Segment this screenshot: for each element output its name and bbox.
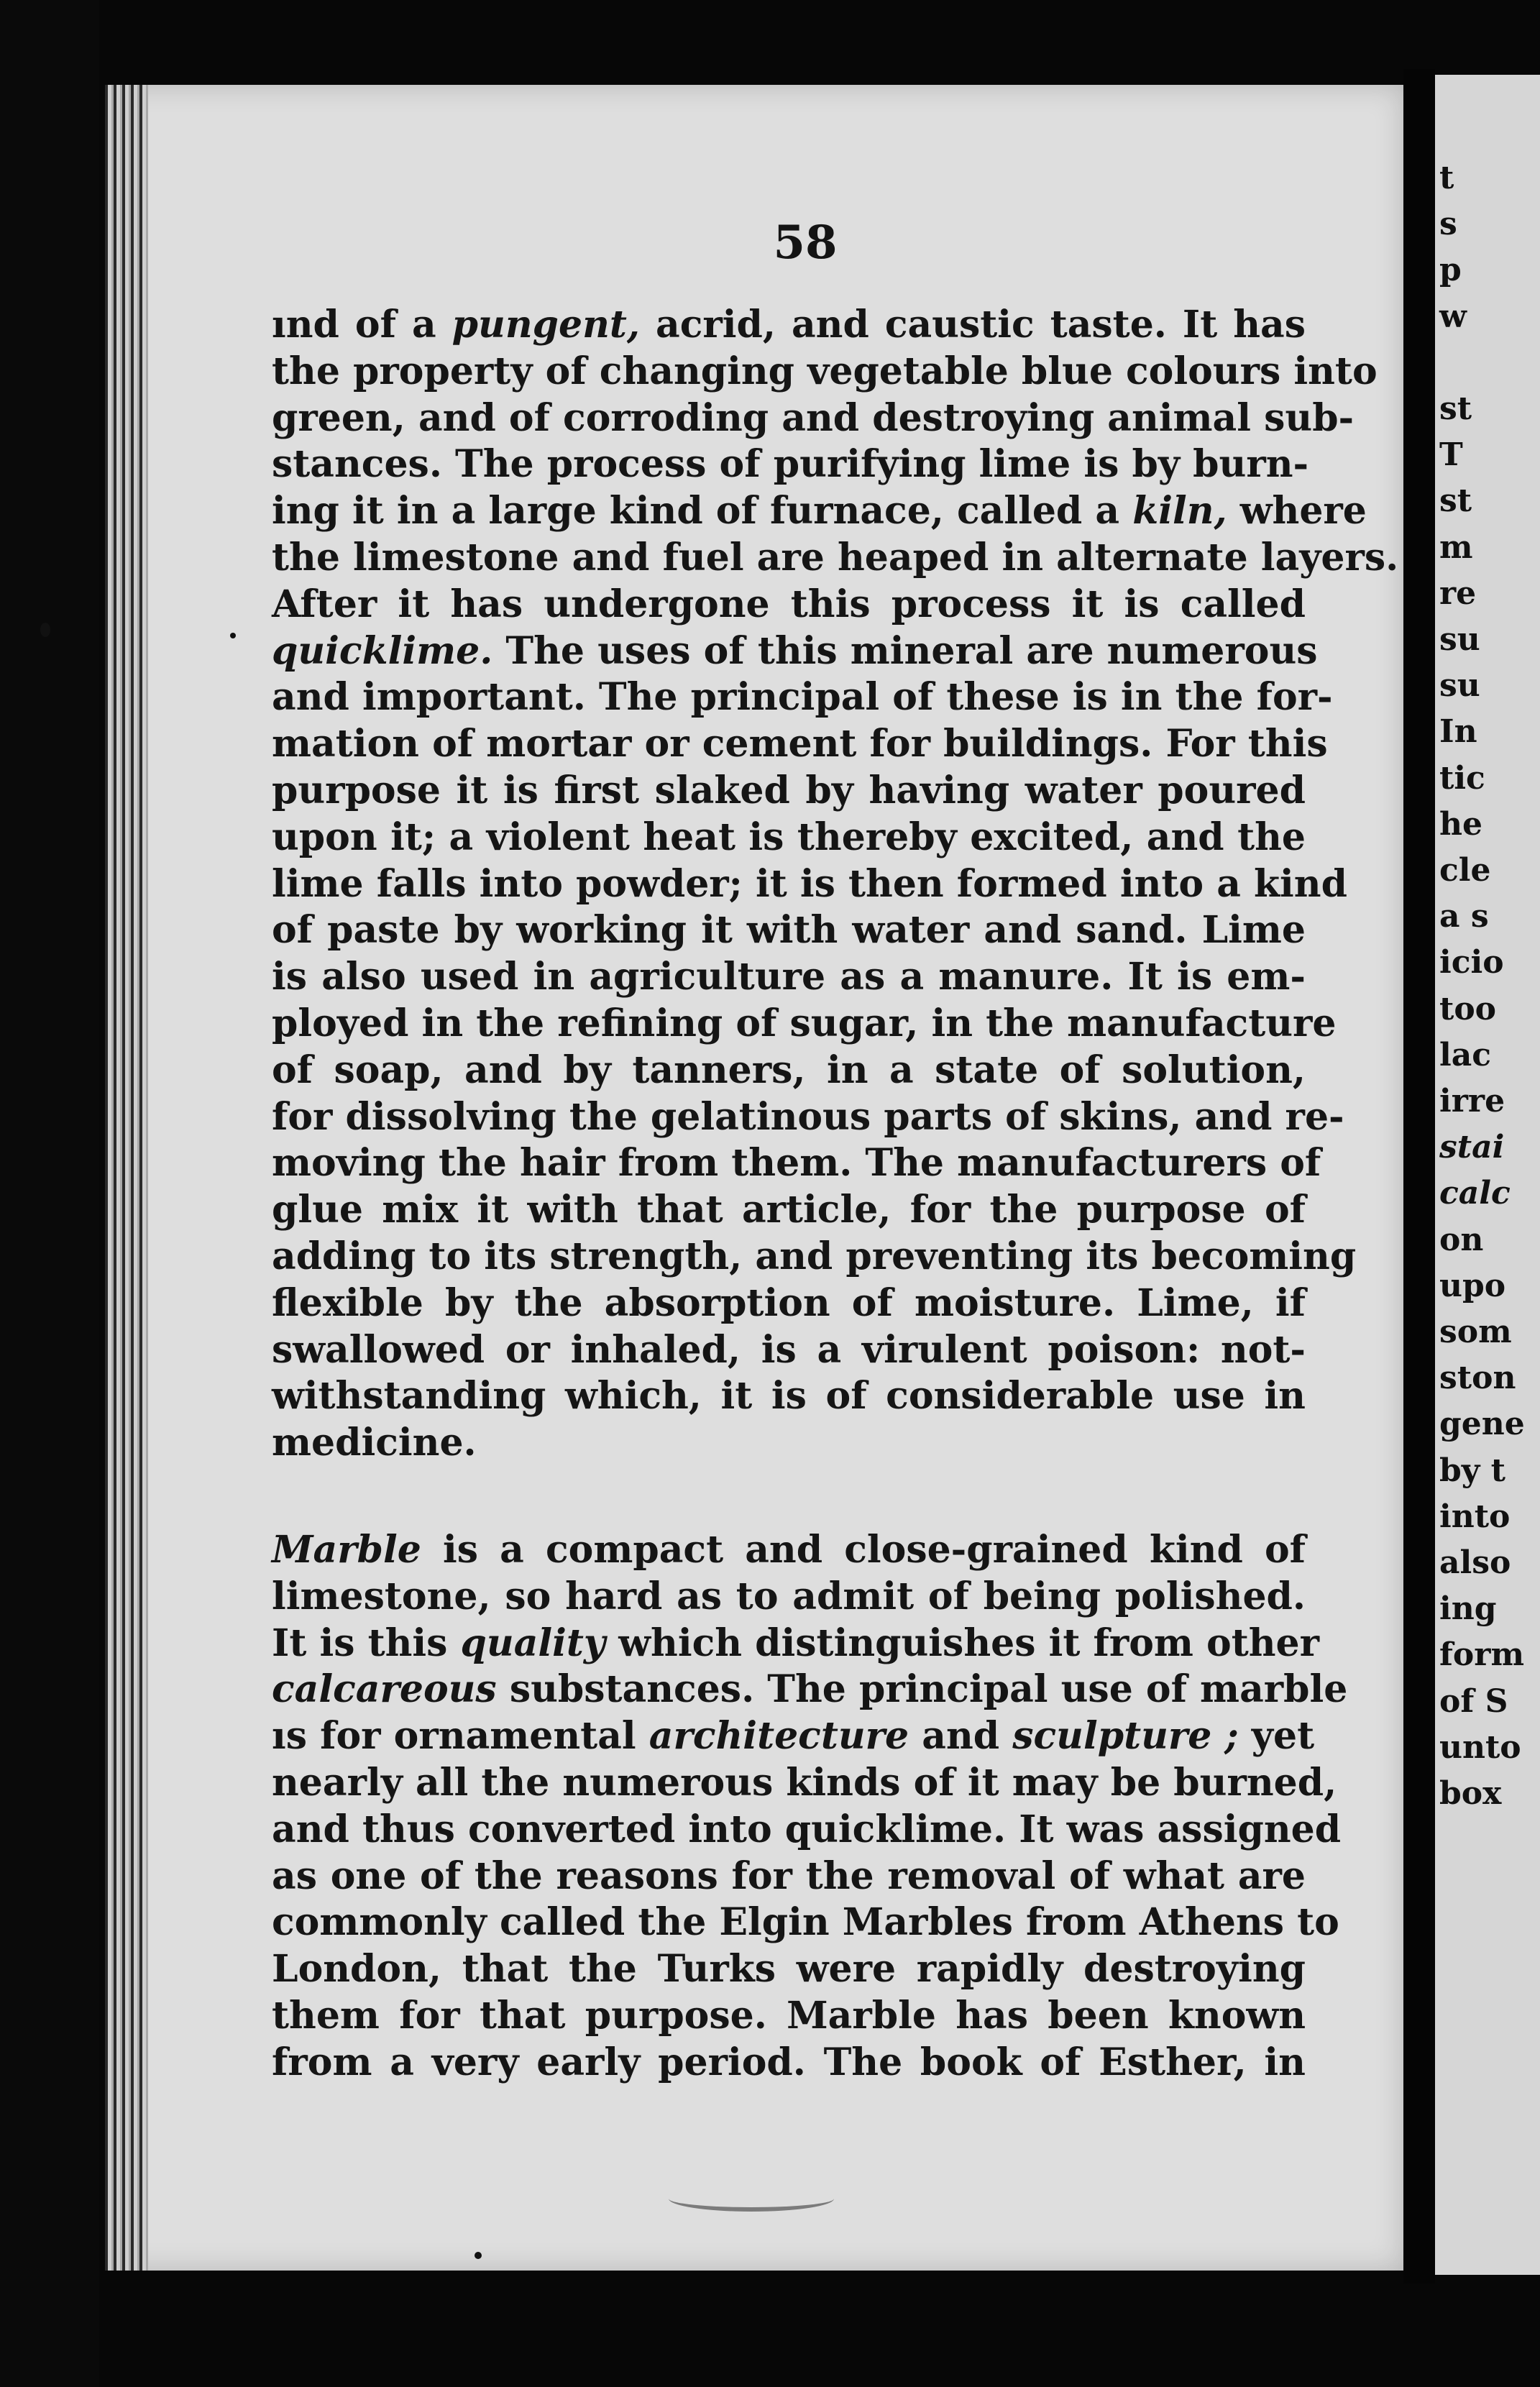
text-line [272, 1327, 1306, 1374]
facing-page-text-fragment: he [1439, 805, 1482, 843]
text-run: moving the hair from them. The manufacturers of [272, 1141, 1321, 1186]
text-run: nearly all the numerous kinds of it may be burned, [272, 1760, 1337, 1805]
text-line [272, 349, 1378, 395]
text-line [272, 954, 1306, 1001]
text-line [272, 582, 1306, 628]
facing-page-text-fragment: too [1439, 990, 1497, 1027]
text-run: medicine. [272, 1421, 477, 1465]
text-run: of paste by working it with water and sand. Lime [272, 908, 1306, 953]
text-line [272, 1574, 1306, 1621]
text-run: ınd of a [272, 303, 452, 347]
text-line [272, 535, 1399, 582]
italic-term: calcareous [272, 1667, 497, 1712]
text-line [272, 1807, 1342, 1854]
text-line [272, 441, 1309, 488]
scan-speck [40, 623, 50, 637]
text-line [272, 907, 1306, 954]
facing-page-text-fragment: In [1439, 713, 1477, 751]
text-line [272, 2040, 1306, 2086]
text-line [272, 1713, 1315, 1760]
book-gutter [1403, 69, 1435, 2283]
text-run: yet [1238, 1714, 1315, 1759]
page-body [272, 302, 1399, 2086]
text-run: glue mix it with that article, for the purpose of [272, 1188, 1306, 1232]
text-run: green, and of corroding and destroying animal sub- [272, 395, 1355, 440]
text-line [272, 1420, 1306, 1467]
facing-page-text-fragment: a s [1439, 898, 1489, 935]
facing-page-text-fragment: ston [1439, 1360, 1516, 1397]
text-line [272, 488, 1367, 535]
text-line [272, 1946, 1306, 1993]
facing-page-text-fragment: T [1439, 436, 1463, 474]
facing-page-text-fragment: s [1439, 206, 1457, 243]
facing-page-text-fragment: cle [1439, 852, 1491, 889]
text-line [272, 1048, 1306, 1094]
text-line [272, 1187, 1306, 1234]
italic-term: Marble [272, 1527, 421, 1572]
facing-page-text-fragment: into [1439, 1498, 1511, 1535]
facing-page-text-fragment: icio [1439, 944, 1504, 981]
facing-page-text-fragment: of S [1439, 1682, 1508, 1720]
text-run: substances. The principal use of marble [496, 1667, 1348, 1712]
italic-term: kiln, [1132, 489, 1227, 533]
text-run: swallowed or inhaled, is a virulent poison: not- [272, 1327, 1306, 1372]
text-run: It is this [272, 1621, 461, 1665]
text-run: which distinguishes it from other [605, 1621, 1320, 1665]
text-line [272, 1373, 1306, 1420]
text-line [272, 768, 1306, 815]
italic-term: quality [460, 1621, 606, 1665]
facing-page-text-fragment: upo [1439, 1267, 1506, 1304]
text-run: The uses of this mineral are numerous [492, 628, 1318, 673]
facing-page-text-fragment: gene [1439, 1406, 1525, 1443]
text-run: withstanding which, it is of considerable use in [272, 1374, 1306, 1419]
text-line [272, 1234, 1357, 1280]
text-run: acrid, and caustic taste. It has [640, 303, 1306, 347]
text-run: as one of the reasons for the removal of what are [272, 1854, 1306, 1898]
facing-page-text-fragment: w [1439, 298, 1467, 335]
paragraph-lime [272, 302, 1399, 1467]
text-run: flexible by the absorption of moisture. Lime, if [272, 1280, 1306, 1325]
facing-page-text-fragment: by t [1439, 1452, 1505, 1489]
facing-page-text-fragment: su [1439, 621, 1480, 658]
text-line [272, 1001, 1337, 1048]
text-line [272, 861, 1347, 908]
facing-page-text-fragment: tic [1439, 759, 1485, 797]
text-run: purpose it is first slaked by having water poured [272, 768, 1306, 812]
text-line [272, 1667, 1348, 1713]
text-line [272, 1527, 1306, 1574]
text-run: ployed in the refining of sugar, in the manufacture [272, 1001, 1337, 1045]
text-run: upon it; a violent heat is thereby excited, and the [272, 815, 1306, 859]
text-run: and thus converted into quicklime. It was assigned [272, 1807, 1342, 1851]
facing-page-text-fragment: st [1439, 390, 1472, 427]
text-line [272, 628, 1318, 675]
text-line [272, 1621, 1320, 1667]
facing-page-text-fragment: ing [1439, 1590, 1497, 1628]
italic-term: pungent, [452, 303, 641, 347]
text-run: stances. The process of purifying lime is by burn- [272, 442, 1309, 487]
scan-speck [230, 633, 236, 638]
text-run: is a compact and close-grained kind of [421, 1527, 1306, 1572]
facing-page-text-fragment: som [1439, 1314, 1512, 1350]
facing-page-text-fragment: box [1439, 1775, 1502, 1812]
text-run: and [909, 1714, 1013, 1759]
text-run: limestone, so hard as to admit of being polished. [272, 1574, 1306, 1618]
text-line [272, 302, 1306, 349]
italic-term: sculpture ; [1012, 1714, 1239, 1759]
text-run: London, that the Turks were rapidly destroying [272, 1947, 1306, 1992]
facing-page-text-fragment: stai [1439, 1129, 1505, 1166]
text-line [272, 815, 1306, 861]
text-line [272, 1760, 1337, 1807]
italic-term: architecture [648, 1714, 909, 1759]
text-line [272, 1854, 1306, 1900]
text-line [272, 1094, 1344, 1141]
text-run: the limestone and fuel are heaped in alternate layers. [272, 535, 1399, 579]
text-run: adding to its strength, and preventing its becoming [272, 1234, 1357, 1278]
facing-page-text-fragment: on [1439, 1221, 1484, 1258]
text-run: them for that purpose. Marble has been known [272, 1993, 1306, 2038]
text-line [272, 1280, 1306, 1327]
text-run: lime falls into powder; it is then formed into a kind [272, 861, 1347, 906]
facing-page-text-fragment: form [1439, 1636, 1525, 1674]
facing-page-text-fragment: st [1439, 482, 1472, 520]
facing-page-text-fragment: lac [1439, 1036, 1492, 1073]
facing-page-text-fragment: p [1439, 252, 1462, 289]
text-line [272, 1140, 1321, 1187]
facing-page-text-fragment: m [1439, 528, 1473, 566]
text-run: ıs for ornamental [272, 1714, 649, 1759]
scan-left-margin [0, 0, 99, 2387]
facing-page-text-fragment: re [1439, 574, 1477, 612]
text-run: where [1227, 489, 1367, 533]
text-run: After it has undergone this process it is called [272, 582, 1306, 626]
text-run: and important. The principal of these is in the for- [272, 675, 1333, 720]
text-line [272, 674, 1333, 721]
text-line [272, 1993, 1306, 2040]
facing-page-text-fragment: calc [1439, 1175, 1511, 1212]
text-run: commonly called the Elgin Marbles from Athens to [272, 1900, 1339, 1945]
facing-page-fragment [1435, 75, 1540, 2275]
text-run: mation of mortar or cement for buildings. For this [272, 722, 1328, 766]
text-line [272, 1900, 1339, 1946]
text-run: is also used in agriculture as a manure. It is em- [272, 955, 1306, 999]
facing-page-text-fragment: unto [1439, 1728, 1521, 1766]
text-run: ing it in a large kind of furnace, called a [272, 489, 1133, 533]
text-run: from a very early period. The book of Esther, in [272, 2040, 1306, 2084]
facing-page-text-fragment: su [1439, 667, 1480, 705]
facing-page-text-fragment: t [1439, 160, 1454, 196]
text-line [272, 395, 1355, 442]
page-edge-stack [105, 85, 148, 2271]
italic-term: quicklime. [272, 628, 493, 673]
text-run: the property of changing vegetable blue colours into [272, 349, 1378, 393]
page-number: 58 [773, 216, 838, 270]
text-run: for dissolving the gelatinous parts of skins, and re- [272, 1094, 1344, 1139]
scan-speck [475, 2252, 482, 2259]
text-run: of soap, and by tanners, in a state of solution, [272, 1048, 1306, 1092]
paragraph-gap [272, 1467, 1306, 1527]
paragraph-marble [272, 1527, 1348, 2086]
facing-page-text-fragment: also [1439, 1544, 1511, 1581]
facing-page-text-fragment: irre [1439, 1083, 1505, 1119]
text-line [272, 721, 1328, 768]
bottom-smudge [669, 2186, 834, 2212]
